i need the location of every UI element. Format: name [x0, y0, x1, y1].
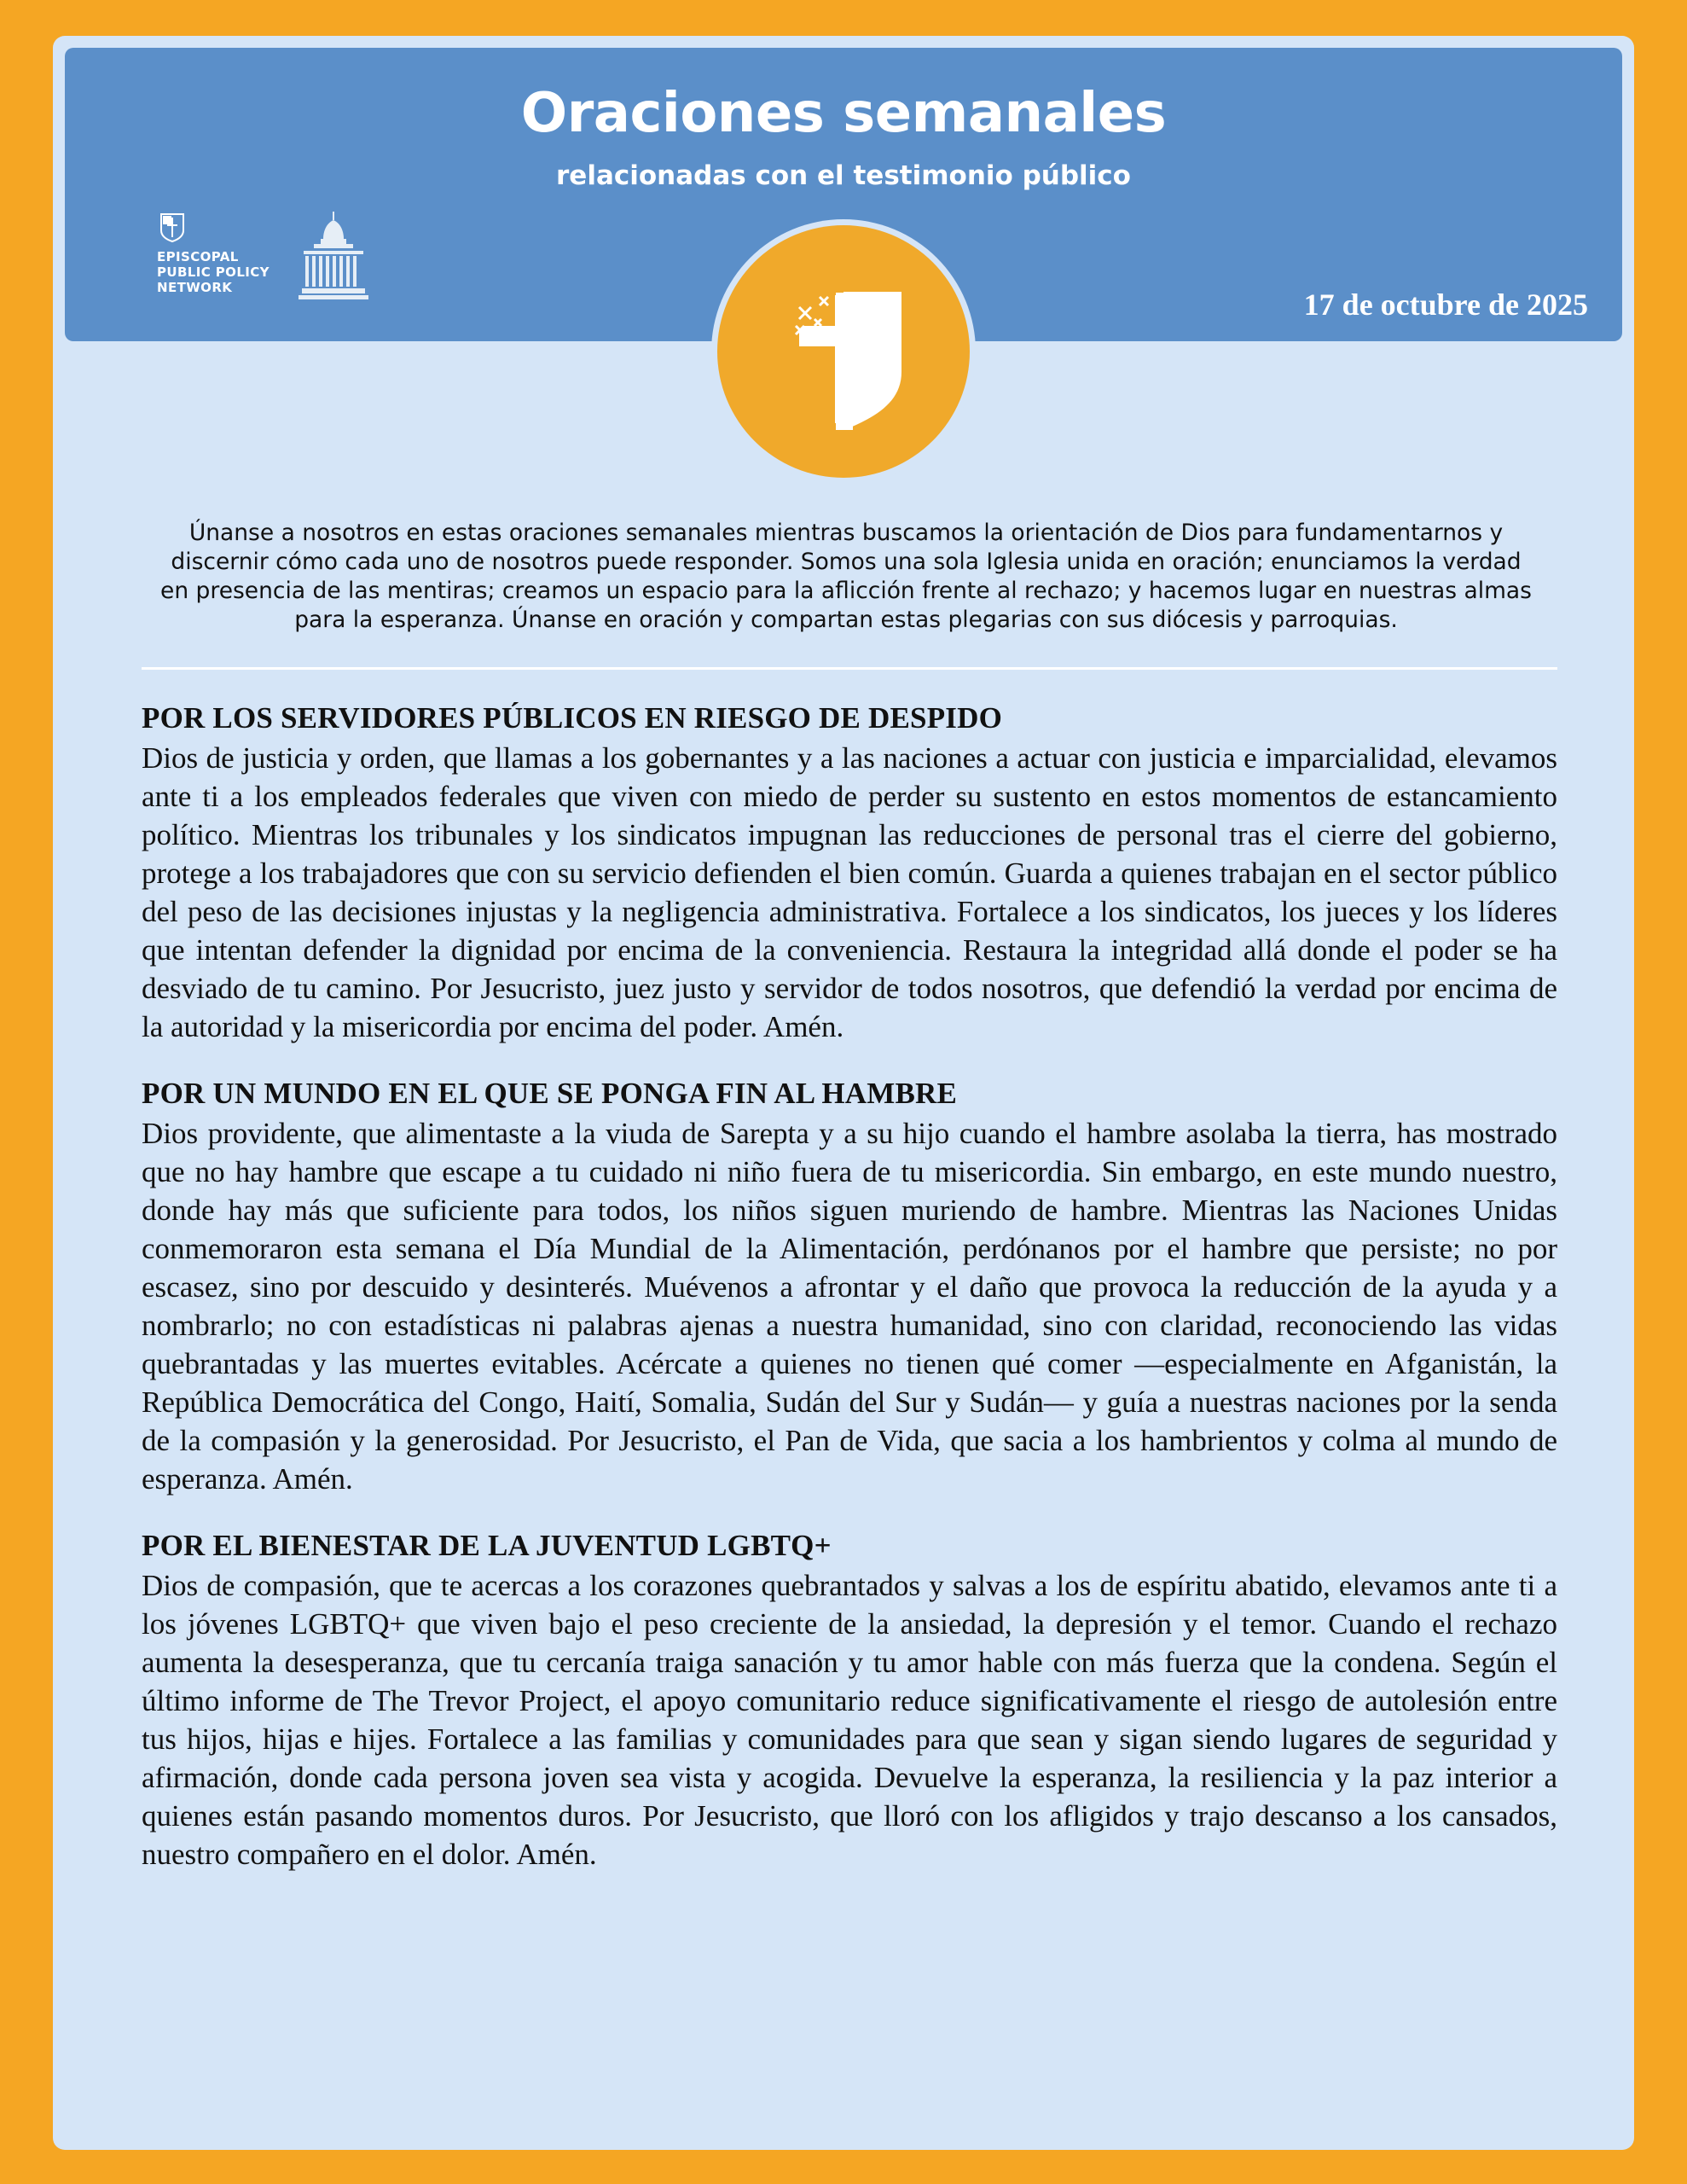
page-title: Oraciones semanales — [520, 82, 1167, 145]
prayer-item — [142, 1529, 1557, 1873]
issue-date: 17 de octubre de 2025 — [1303, 288, 1588, 322]
intro-paragraph: Únanse a nosotros en estas oraciones semanales mientras buscamos la orientación de Dios para fundamentarnos y discernir cómo cada uno de nosotros puede responder. Somos una sola Iglesia unida en oración; enunciamos la verdad en presencia de las mentiras; creamos un espacio para la aflicción frente al rechazo; y hacemos lugar en nuestras almas para la esperanza. Únanse en oración y compartan estas plegarias con sus diócesis y parroquias. — [160, 520, 1532, 633]
page-subtitle: relacionadas con el testimonio público — [556, 160, 1131, 191]
shield-icon — [160, 213, 184, 242]
prayer-item — [142, 701, 1557, 1046]
prayer-heading: POR EL BIENESTAR DE LA JUVENTUD LGBTQ+ — [142, 1529, 832, 1562]
prayer-heading: POR LOS SERVIDORES PÚBLICOS EN RIESGO DE DESPIDO — [142, 701, 1003, 735]
episcopal-seal — [717, 225, 970, 478]
capitol-icon — [295, 208, 372, 302]
prayer-item — [142, 1077, 1557, 1498]
prayer-body: Dios de compasión, que te acercas a los corazones quebrantados y salvas a los de espíritu abatido, elevamos ante ti a los jóvenes LGBTQ+ que viven bajo el peso creciente de la ansiedad, la depresión y el temor. Cuando el rechazo aumenta la desesperanza, que tu cercanía traiga sanación y tu amor hable con más fuerza que la condena. Según el último informe de The Trevor Project, el apoyo comunitario reduce significativamente el riesgo de autolesión entre tus hijos, hijas e hijes. Fortalece a las familias y comunidades para que sean y sigan siendo lugares de seguridad y afirmación, donde cada persona joven sea vista y acogida. Devuelve la esperanza, la resiliencia y la paz interior a quienes están pasando momentos duros. Por Jesucristo, que lloró con los afligidos y trajo descanso a los cansados, nuestro compañero en el dolor. Amén. — [142, 1569, 1557, 1871]
epn-logo — [143, 208, 391, 311]
epn-name: EPISCOPAL PUBLIC POLICY NETWORK — [157, 249, 270, 295]
document-page — [53, 36, 1634, 2150]
prayer-heading: POR UN MUNDO EN EL QUE SE PONGA FIN AL HAMBRE — [142, 1077, 958, 1110]
prayer-body: Dios providente, que alimentaste a la viuda de Sarepta y a su hijo cuando el hambre asolaba la tierra, has mostrado que no hay hambre que escape a tu cuidado ni niño fuera de tu misericordia. Sin embargo, en este mundo nuestro, donde hay más que suficiente para todos, los niños siguen muriendo de hambre. Mientras las Naciones Unidas conmemoraron esta semana el Día Mundial de la Alimentación, perdónanos por el hambre que persiste; no por escasez, sino por descuido y desinterés. Muévenos a afrontar y el daño que provoca la reducción de la ayuda y a nombrarlo; no con estadísticas ni palabras ajenas a nuestra humanidad, sino con claridad, reconociendo las vidas quebrantadas y las muertes evitables. Acércate a quienes no tienen qué comer —especialmente en Afganistán, la República Democrática del Congo, Haití, Somalia, Sudán del Sur y Sudán— y guía a nuestras naciones por la senda de la compasión y la generosidad. Por Jesucristo, el Pan de Vida, que sacia a los hambrientos y colma al mundo de esperanza. Amén. — [142, 1117, 1557, 1496]
prayers-list — [142, 701, 1557, 1904]
section-divider — [142, 667, 1557, 670]
prayer-body: Dios de justicia y orden, que llamas a los gobernantes y a las naciones a actuar con justicia e imparcialidad, elevamos ante ti a los empleados federales que viven con miedo de perder su sustento en estos momentos de estancamiento político. Mientras los tribunales y los sindicatos impugnan las reducciones de personal tras el cierre del gobierno, protege a los trabajadores que con su servicio defienden el bien común. Guarda a quienes trabajan en el sector público del peso de las decisiones injustas y la negligencia administrativa. Fortalece a los sindicatos, los jueces y los líderes que intentan defender la dignidad por encima de la conveniencia. Restaura la integridad allá donde el poder se ha desviado de tu camino. Por Jesucristo, juez justo y servidor de todos nosotros, que defendió la verdad por encima de la autoridad y la misericordia por encima del poder. Amén. — [142, 741, 1557, 1043]
